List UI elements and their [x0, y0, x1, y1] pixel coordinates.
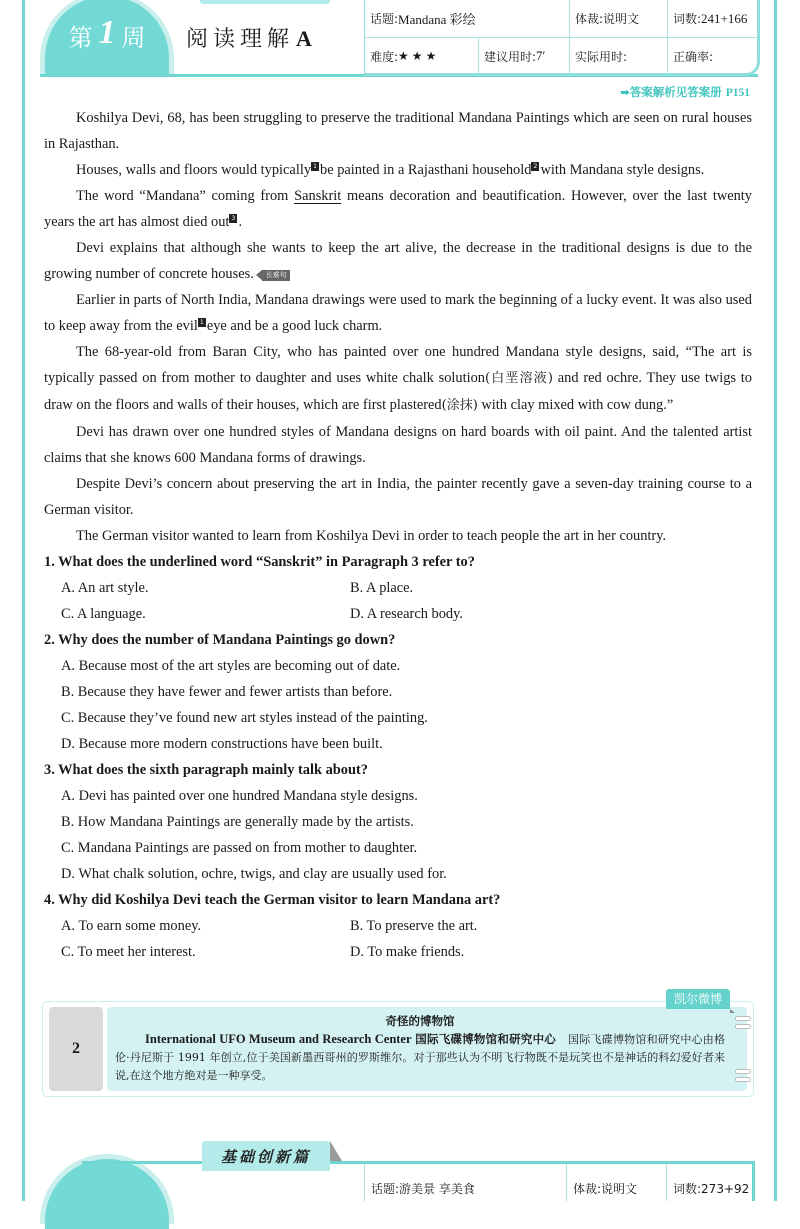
info-box — [42, 989, 754, 1097]
accuracy-label: 正确率: — [673, 49, 714, 64]
binder-clip-icon — [735, 1024, 751, 1029]
wordcount-label: 词数: — [673, 12, 702, 26]
next-topic: 话题:游美景 享美食 — [364, 1164, 566, 1201]
week-prefix: 第 — [68, 23, 93, 52]
option-b[interactable]: B. To preserve the art. — [350, 918, 478, 934]
underlined-word: Sanskrit — [294, 188, 342, 204]
option-c[interactable]: C. To meet her interest. — [61, 944, 196, 960]
next-wordcount: 词数:273+92 — [666, 1164, 752, 1201]
answer-ref-text: ➡答案解析见答案册 — [620, 85, 722, 99]
option-c[interactable]: C. Mandana Paintings are passed on from mother to daughter. — [61, 840, 418, 856]
genre-value: 说明文 — [603, 12, 640, 26]
info-box-tag: 凯尔微博 — [666, 989, 730, 1009]
annotation-mark: 1 — [198, 318, 206, 327]
option-a[interactable]: A. Because most of the art styles are becoming out of date. — [61, 658, 401, 674]
option-d[interactable]: D. What chalk solution, ochre, twigs, and clay are usually used for. — [61, 866, 447, 882]
paragraph-9: The German visitor wanted to learn from Koshilya Devi in order to teach people the art in her country. — [76, 528, 667, 544]
text-run: with Mandana style designs. — [540, 162, 705, 178]
museum-chinese-name: 国际飞碟博物馆和研究中心 — [415, 1032, 557, 1046]
wordcount-value: 241+166 — [701, 10, 748, 26]
topic-value: Mandana 彩绘 — [398, 12, 476, 27]
question-1 — [44, 549, 752, 627]
option-c[interactable]: C. Because they’ve found new art styles instead of the painting. — [61, 710, 428, 726]
text-run: Devi explains that although she wants to keep the art alive, the decrease in the traditional designs is due to the growing number of concrete houses. — [44, 240, 752, 282]
info-table-row — [365, 37, 757, 74]
suggested-time-value: 7′ — [536, 48, 546, 63]
info-table-row — [365, 0, 757, 37]
next-section-header — [0, 1141, 800, 1201]
next-header-rule-corner — [752, 1161, 755, 1201]
option-d[interactable]: D. A research body. — [350, 606, 463, 622]
answer-reference — [620, 84, 750, 100]
actual-time-label: 实际用时: — [575, 49, 628, 64]
genre-label: 体裁: — [575, 12, 604, 26]
paragraph-4 — [44, 235, 752, 287]
text-run: eye and be a good luck charm. — [206, 318, 383, 334]
suggested-time-label: 建议用时: — [484, 49, 537, 64]
paragraph-1: Koshilya Devi, 68, has been struggling to preserve the traditional Mandana Paintings which are seen on rural houses in Rajasthan. — [44, 110, 752, 152]
option-b[interactable]: B. A place. — [350, 580, 414, 596]
difficulty-cell — [365, 38, 479, 74]
paragraph-2 — [44, 157, 752, 183]
question-stem: 4. Why did Koshilya Devi teach the German visitor to learn Mandana art? — [44, 892, 501, 908]
text-run: Earlier in parts of North India, Mandana drawings were used to mark the beginning of a lucky event. It was also used to keep away from the evil — [44, 292, 752, 334]
section-letter: A — [296, 26, 312, 51]
info-box-title: 奇怪的博物馆 — [385, 1014, 455, 1028]
top-tab-decoration — [200, 0, 330, 4]
question-options — [44, 913, 752, 965]
suggested-time-cell — [479, 38, 570, 74]
text-run: The 68-year-old from Baran City, who has painted over one hundred Mandana style designs, said, “The art is typically passed on from mother to daughter and uses white chalk solution — [44, 344, 752, 386]
question-stem: 1. What does the underlined word “Sanskrit” in Paragraph 3 refer to? — [44, 554, 475, 570]
paragraph-7: Devi has drawn over one hundred styles of Mandana designs on hard boards with oil paint. And the talented artist claims that she knows 600 Mandana forms of drawings. — [44, 424, 752, 466]
question-stem: 2. Why does the number of Mandana Paintings go down? — [44, 632, 396, 648]
text-run: The word “Mandana” coming from — [76, 188, 295, 204]
text-run: Houses, walls and floors would typically — [76, 162, 312, 178]
text-run: . — [238, 214, 243, 230]
question-options — [44, 575, 752, 627]
question-options — [44, 783, 752, 887]
chinese-gloss: (白垩溶液) — [484, 371, 553, 386]
page-frame-right — [774, 0, 777, 1201]
section-title — [186, 22, 312, 53]
page-header — [0, 0, 800, 105]
topic-cell — [365, 0, 570, 37]
reading-passage — [44, 105, 752, 549]
difficulty-stars: ★★★ — [398, 49, 440, 63]
main-content — [44, 105, 752, 1201]
info-box-number: 2 — [49, 1007, 103, 1091]
binder-clip-icon — [735, 1069, 751, 1074]
question-3 — [44, 757, 752, 887]
accuracy-cell — [668, 38, 757, 74]
tab-fold-decoration — [330, 1141, 342, 1161]
question-stem: 3. What does the sixth paragraph mainly talk about? — [44, 762, 368, 778]
text-run: means decoration and beautification. However, over the last twenty years the art has almost died out — [44, 188, 752, 230]
page-frame-left — [22, 0, 25, 1201]
binder-clip-icon — [735, 1077, 751, 1082]
museum-english-name: International UFO Museum and Research Center — [145, 1032, 412, 1046]
info-box-frame — [42, 1001, 754, 1097]
info-box-content — [107, 1007, 747, 1091]
genre-cell — [570, 0, 668, 37]
chinese-gloss: (涂抹) — [441, 398, 478, 413]
text-run: and red ochre. They use twigs to draw on the floors and walls of their houses, which are first plastered — [44, 370, 752, 413]
option-b[interactable]: B. How Mandana Paintings are generally made by the artists. — [61, 814, 414, 830]
wordcount-cell — [668, 0, 757, 37]
option-a[interactable]: A. Devi has painted over one hundred Mandana style designs. — [61, 788, 418, 804]
annotation-mark: 3 — [229, 214, 237, 223]
question-4 — [44, 887, 752, 965]
info-table — [364, 0, 760, 76]
week-suffix: 周 — [121, 23, 146, 52]
museum-description: 国际飞碟博物馆和研究中心由格伦·丹尼斯于 1991 年创立,位于美国新墨西哥州的罗斯维尔。对于那些认为不明飞行物既不是玩笑也不是神话的科幻爱好者来说,在这个地方绝对是一种享受。 — [115, 1033, 726, 1082]
option-c[interactable]: C. A language. — [61, 606, 146, 622]
next-genre: 体裁:说明文 — [566, 1164, 666, 1201]
option-b[interactable]: B. Because they have fewer and fewer artists than before. — [61, 684, 393, 700]
question-2 — [44, 627, 752, 757]
topic-label: 话题: — [370, 12, 399, 26]
paragraph-8: Despite Devi’s concern about preserving the art in India, the painter recently gave a seven-day training course to a German visitor. — [44, 476, 752, 518]
option-d[interactable]: D. Because more modern constructions have been built. — [61, 736, 383, 752]
next-section-tab: 基础创新篇 — [202, 1141, 330, 1171]
option-d[interactable]: D. To make friends. — [350, 944, 465, 960]
option-a[interactable]: A. An art style. — [61, 580, 149, 596]
paragraph-6 — [44, 339, 752, 419]
paragraph-5 — [44, 287, 752, 339]
long-sentence-tag: 长难句 — [262, 270, 290, 281]
text-run: with clay mixed with cow dung.” — [477, 397, 674, 413]
binder-clip-icon — [735, 1016, 751, 1021]
actual-time-cell — [570, 38, 668, 74]
annotation-mark: 2 — [531, 162, 539, 171]
paragraph-3 — [44, 183, 752, 235]
info-box-body — [115, 1030, 725, 1085]
question-options — [44, 653, 752, 757]
difficulty-label: 难度: — [370, 49, 399, 64]
week-number: 1 — [98, 14, 116, 51]
text-run: be painted in a Rajasthani household — [320, 162, 532, 178]
annotation-mark: 1 — [311, 162, 319, 171]
option-a[interactable]: A. To earn some money. — [61, 918, 202, 934]
question-list — [44, 549, 752, 965]
section-title-text: 阅读理解 — [186, 27, 295, 52]
answer-ref-page: P151 — [725, 87, 750, 99]
